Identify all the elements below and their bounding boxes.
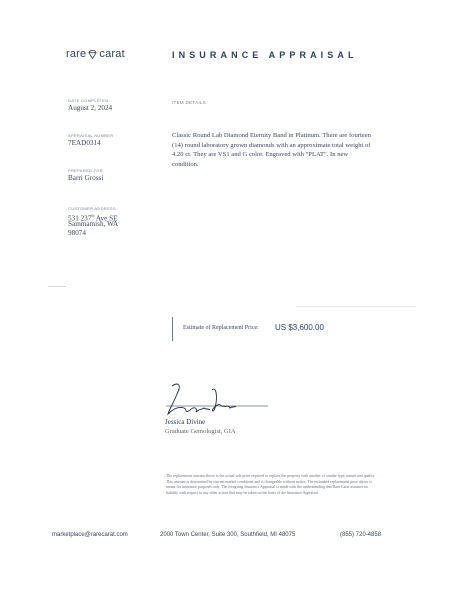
customer-address-line3: 98074 bbox=[68, 229, 86, 237]
appraisal-number-label: APPRAISAL NUMBER bbox=[68, 133, 114, 138]
date-completed-label: DATE COMPLETED bbox=[68, 98, 109, 103]
item-details-label: ITEM DETAILS bbox=[172, 100, 207, 105]
brand-right: carat bbox=[99, 48, 125, 60]
customer-address-label: CUSTOMER ADDRESS bbox=[68, 206, 116, 211]
brand-logo bbox=[66, 48, 125, 60]
prepared-for-value: Barri Grossi bbox=[68, 174, 104, 182]
appraiser-name: Jessica Divine bbox=[165, 418, 206, 426]
customer-address-line1: 531 237th Ave SE bbox=[68, 213, 118, 223]
footer-address: 2000 Town Center, Suite 300, Southfield, MI 48075 bbox=[160, 532, 296, 538]
diamond-heart-icon bbox=[87, 49, 98, 60]
signature-image bbox=[160, 380, 270, 420]
document-title: INSURANCE APPRAISAL bbox=[172, 50, 358, 60]
estimate-value: US $3,600.00 bbox=[275, 323, 324, 332]
appraisal-number-value: 7EAD0314 bbox=[68, 139, 101, 147]
footer-phone[interactable]: (855) 720-4858 bbox=[340, 532, 382, 538]
estimate-label: Estimate of Replacement Price: bbox=[183, 325, 259, 331]
brand-left: rare bbox=[66, 48, 87, 60]
date-completed-value: August 2, 2024 bbox=[68, 104, 113, 112]
estimate-box bbox=[172, 317, 412, 341]
customer-address-line2: Sammamish, WA bbox=[68, 220, 119, 228]
footer-email[interactable]: marketplace@rarecarat.com bbox=[52, 532, 128, 538]
scan-mark bbox=[48, 286, 66, 287]
item-details-description: Classic Round Lab Diamond Eternity Band in Platinum. There are fourteen (14) round laboratory grown diamonds with an approximate total weight of 4.20 ct. They are VS1 and G color. Engraved with "PLAT". In new condition. bbox=[172, 132, 371, 168]
prepared-for-label: PREPARED FOR bbox=[68, 168, 103, 173]
appraiser-title: Graduate Gemologist, GIA bbox=[165, 428, 236, 435]
scan-mark bbox=[296, 306, 416, 307]
disclaimer-text: The replacement amount above is the actual sale price required to replace the property with another of similar type, nature and quality. This amount is determined by current market conditions and is changeable without notice. The estimated replacement price above is meant for insurance purposes only. The foregoing Insurance Appraisal is made with the understanding that Rare Carat assumes no liability with respect to any other action that may be taken on the basis of the Insurance Appraisal. bbox=[166, 474, 376, 495]
